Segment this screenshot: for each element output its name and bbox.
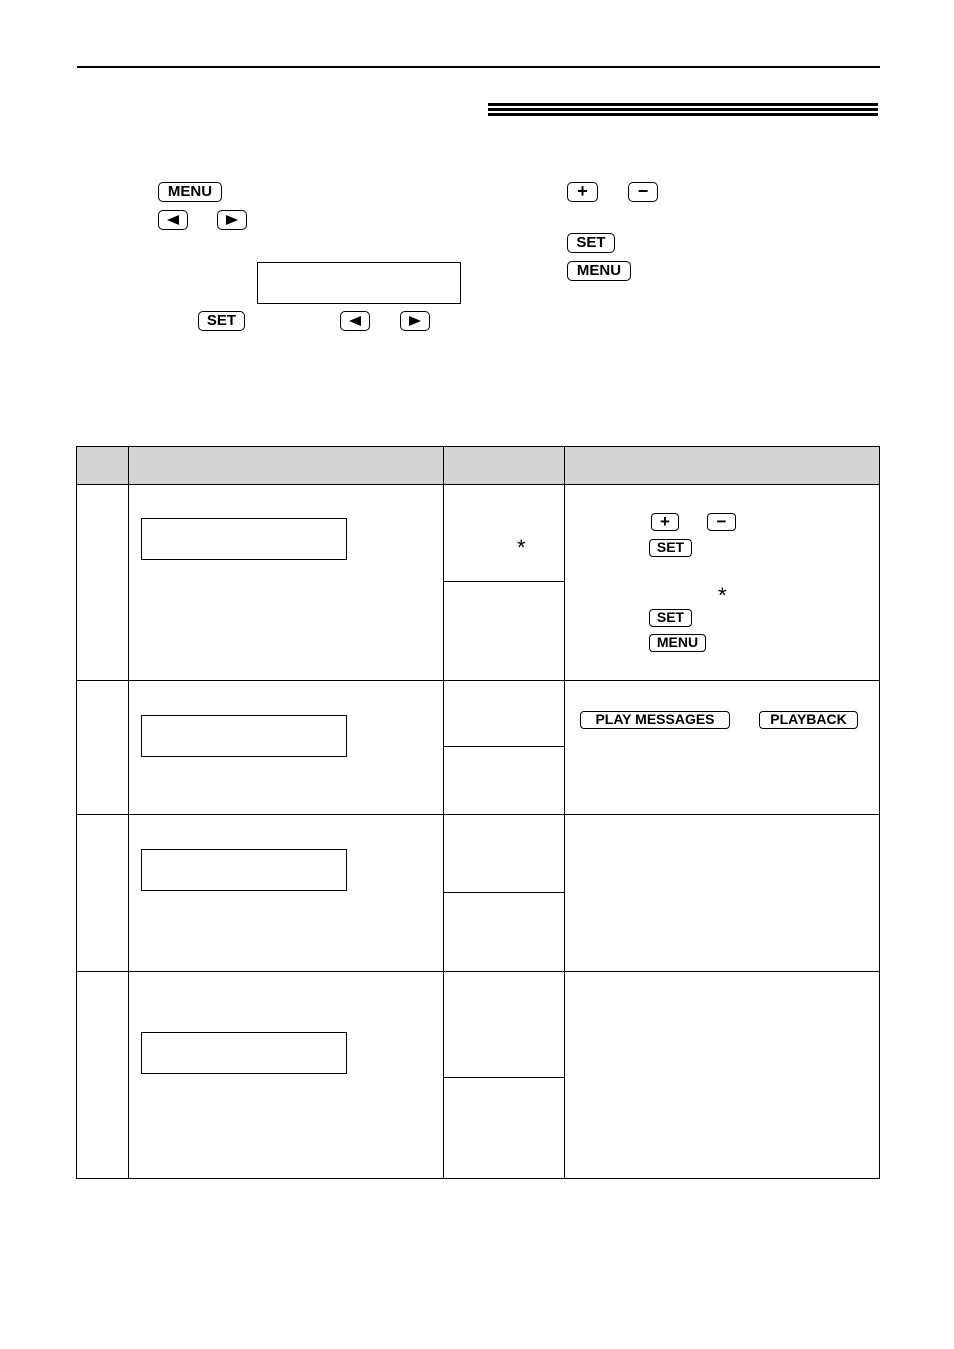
right-arrow-icon [226,215,238,225]
table-row [141,1032,347,1074]
table-row [141,518,347,560]
play-messages-key: PLAY MESSAGES [580,711,730,729]
right-arrow-key [217,210,247,230]
set-key: SET [649,609,692,627]
set-key: SET [567,233,615,253]
display-lcd [257,262,461,304]
right-arrow-icon [409,316,421,326]
minus-key: − [707,513,736,531]
table-row [141,715,347,757]
set-key: SET [198,311,245,331]
menu-key: MENU [567,261,631,281]
set-key: SET [649,539,692,557]
settings-table [76,446,880,1179]
left-arrow-icon [167,215,179,225]
plus-key: + [567,182,598,202]
top-rule [77,66,880,68]
playback-key: PLAYBACK [759,711,858,729]
menu-key: MENU [649,634,706,652]
left-arrow-icon [349,316,361,326]
left-arrow-key [340,311,370,331]
default-asterisk: * [517,535,526,560]
plus-key: + [651,513,679,531]
table-row [141,849,347,891]
table-header [77,447,879,485]
minus-key: − [628,182,658,202]
guidance-asterisk: * [718,583,727,608]
left-arrow-key [158,210,188,230]
menu-key: MENU [158,182,222,202]
right-arrow-key [400,311,430,331]
